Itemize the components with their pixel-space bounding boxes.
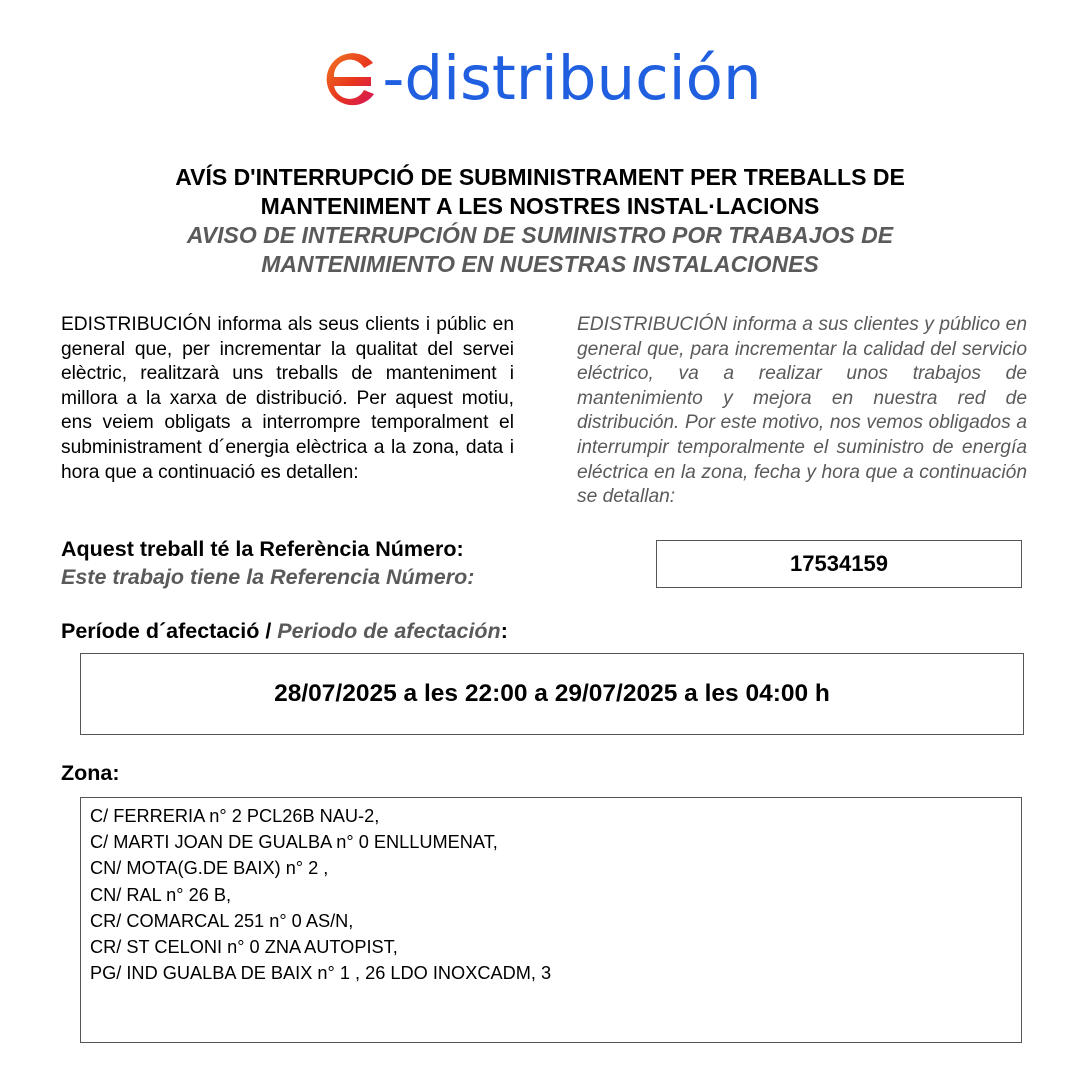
period-value: 28/07/2025 a les 22:00 a 29/07/2025 a les 04:00 h — [274, 680, 830, 707]
notice-title — [0, 163, 1080, 279]
zona-label: Zona: — [61, 761, 120, 785]
zona-line: C/ MARTI JOAN DE GUALBA n° 0 ENLLUMENAT, — [90, 832, 498, 853]
period-label — [61, 617, 508, 645]
period-label-colon: : — [500, 619, 508, 643]
zona-line: CN/ RAL n° 26 B, — [90, 884, 232, 905]
zona-line: PG/ IND GUALBA DE BAIX n° 1 , 26 LDO INOXCADM, 3 — [90, 963, 552, 984]
zona-line: CR/ COMARCAL 251 n° 0 AS/N, — [90, 910, 354, 931]
brand-logo — [0, 42, 1080, 130]
title-spanish-line-1: AVISO DE INTERRUPCIÓN DE SUMINISTRO POR TRABAJOS DE — [186, 222, 894, 248]
zona-line: CN/ MOTA(G.DE BAIX) n° 2 , — [90, 858, 329, 879]
period-label-catalan: Període d´afectació / — [61, 619, 278, 643]
reference-number: 17534159 — [790, 551, 888, 576]
zona-box — [80, 797, 1022, 1043]
reference-label-catalan: Aquest treball té la Referència Número: — [61, 537, 464, 561]
title-spanish-line-2: MANTENIMIENTO EN NUESTRAS INSTALACIONES — [261, 251, 819, 277]
zona-line: CR/ ST CELONI n° 0 ZNA AUTOPIST, — [90, 937, 398, 958]
period-box — [80, 653, 1024, 735]
period-label-spanish: Periodo de afectación — [277, 619, 501, 643]
intro-catalan: EDISTRIBUCIÓN informa als seus clients i públic en general que, per incrementar la qualitat del servei elèctric, realitzarà uns treballs de manteniment i millora a la xarxa de distribució. Per aquest motiu, ens veiem obligats a interrompre temporalment el subministrament d´energia elèctrica a la zona, data i hora que a continuació es detallen: — [61, 314, 514, 483]
reference-number-box — [656, 540, 1022, 588]
zona-line: C/ FERRERIA n° 2 PCL26B NAU-2, — [90, 806, 380, 826]
brand-wordmark: -distribución — [382, 42, 762, 114]
intro-spanish: EDISTRIBUCIÓN informa a sus clientes y público en general que, para incrementar la calidad del servicio eléctrico, va a realizar unos trabajos de mantenimiento y mejora en nuestra red de distribución. Por este motivo, nos vemos obligados a interrumpir temporalmente el suministro de energía eléctrica en la zona, fecha y hora que a continuación se detallan: — [577, 314, 1027, 508]
reference-labels — [61, 535, 474, 591]
reference-label-spanish: Este trabajo tiene la Referencia Número: — [61, 565, 475, 589]
title-catalan-line-2: MANTENIMENT A LES NOSTRES INSTAL·LACIONS — [260, 193, 820, 219]
e-logo-icon — [318, 50, 380, 112]
title-catalan-line-1: AVÍS D'INTERRUPCIÓ DE SUBMINISTRAMENT PER TREBALLS DE — [175, 164, 905, 190]
